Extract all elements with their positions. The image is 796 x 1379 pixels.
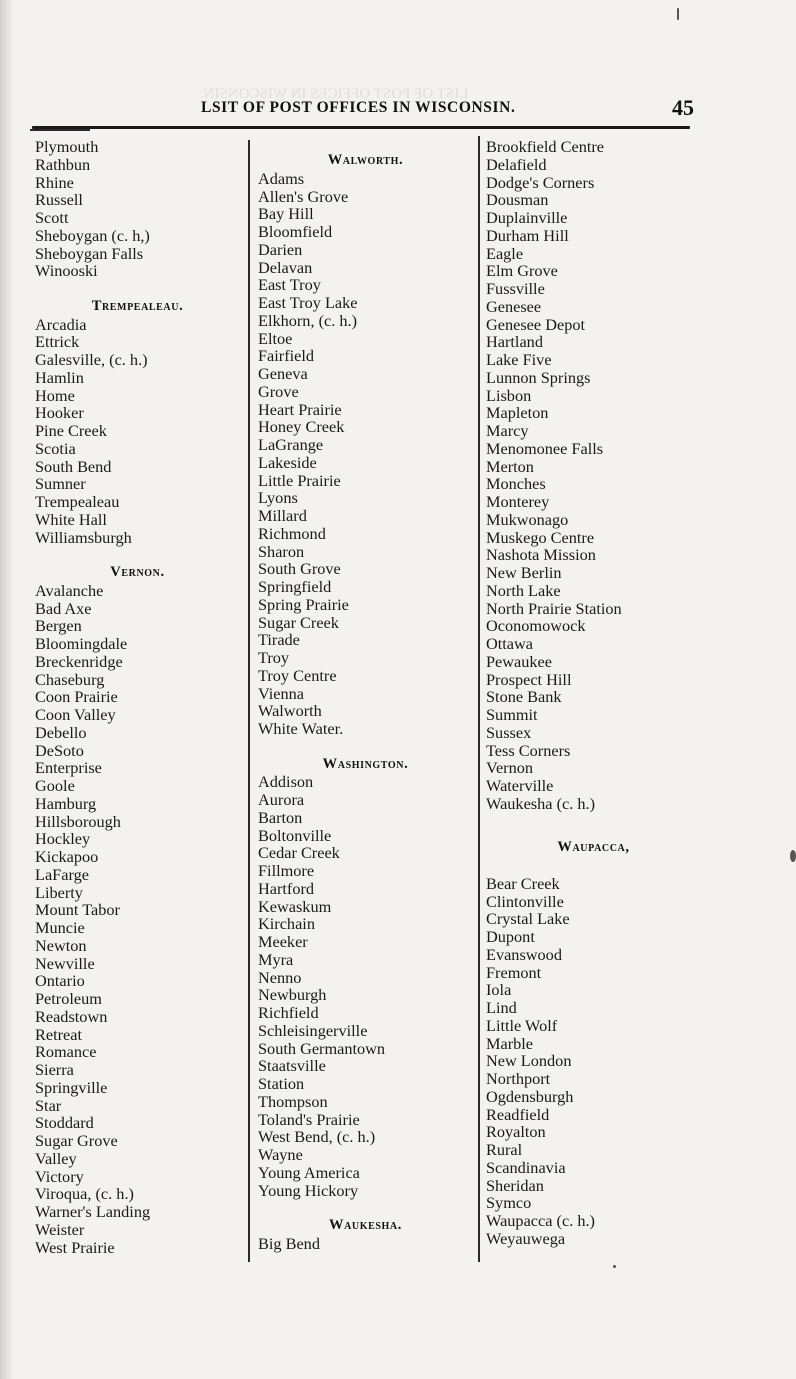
post-office: Mapleton: [486, 403, 549, 423]
post-office: South Grove: [258, 559, 341, 579]
post-office: Bay Hill: [258, 204, 314, 224]
post-office: Victory: [35, 1166, 84, 1186]
post-office: Young America: [258, 1162, 360, 1182]
spacer: [35, 546, 240, 564]
continued-list: [35, 138, 240, 280]
post-office: Newton: [35, 935, 87, 955]
post-office: Petroleum: [35, 989, 102, 1008]
running-head: [0, 97, 796, 121]
post-office: Trempealeau: [35, 492, 120, 511]
post-office: Delavan: [258, 257, 313, 277]
post-office: Fillmore: [258, 861, 315, 880]
post-office: Marble: [486, 1033, 534, 1053]
post-office: LaFarge: [35, 864, 89, 884]
post-office: Enterprise: [35, 758, 102, 778]
post-office: Rhine: [35, 172, 74, 192]
post-office: New London: [486, 1051, 572, 1071]
post-office: Hartland: [486, 332, 543, 352]
post-office: Little Prairie: [258, 470, 341, 490]
post-office: Waukesha (c. h.): [486, 793, 595, 813]
post-office: Hillsborough: [35, 811, 121, 831]
post-office: Pewaukee: [486, 651, 552, 671]
post-office: Elm Grove: [486, 261, 558, 281]
county-section-trempealeau: [35, 298, 240, 547]
post-office: Valley: [35, 1148, 77, 1168]
post-office: Royalton: [486, 1122, 546, 1142]
post-office: South Bend: [35, 456, 112, 476]
post-office: Troy Centre: [258, 665, 337, 685]
county-section-vernon: [35, 564, 240, 1256]
post-office: Stoddard: [35, 1113, 94, 1133]
county-section-washington: [258, 756, 473, 1200]
post-office: Hamlin: [35, 367, 84, 387]
post-office: West Prairie: [35, 1237, 115, 1257]
post-office: Myra: [258, 949, 294, 969]
post-office: Hamburg: [35, 793, 97, 813]
post-office: Schleisingerville: [258, 1020, 368, 1040]
post-office: Merton: [486, 456, 534, 476]
post-office: West Bend, (c. h.): [258, 1127, 376, 1147]
post-office: Millard: [258, 506, 307, 525]
post-office: Iola: [486, 980, 512, 1000]
post-office: Duplainville: [486, 208, 568, 227]
post-office: Eltoe: [258, 328, 293, 348]
post-office: Coon Valley: [35, 705, 116, 724]
post-office: Station: [258, 1074, 305, 1093]
column-divider-left: [248, 140, 250, 1262]
post-office: Plymouth: [35, 137, 99, 156]
county-section-waupacca: [486, 839, 701, 1247]
post-office: Monterey: [486, 492, 550, 511]
post-office: Marcy: [486, 421, 529, 440]
post-office: Kickapoo: [35, 847, 99, 866]
post-office: Tess Corners: [486, 740, 571, 760]
post-office: East Troy Lake: [258, 293, 358, 312]
post-office: Lisbon: [486, 385, 532, 405]
post-office: Addison: [258, 772, 314, 792]
post-office: Oconomowock: [486, 616, 586, 636]
post-office: Russell: [35, 190, 83, 210]
post-office: North Lake: [486, 580, 561, 600]
page-number: 45: [672, 95, 694, 120]
post-office: Troy: [258, 648, 290, 667]
post-office: Spring Prairie: [258, 594, 349, 614]
post-office: Debello: [35, 722, 87, 742]
post-office: Avalanche: [35, 580, 104, 600]
spacer: [486, 830, 701, 839]
post-office: Aurora: [258, 790, 305, 809]
post-office: Heart Prairie: [258, 399, 342, 419]
post-office: Rural: [486, 1140, 523, 1159]
column-divider-right: [478, 136, 480, 1262]
post-office: Bad Axe: [35, 598, 92, 618]
post-office: Readfield: [486, 1104, 550, 1124]
post-office: Romance: [35, 1042, 97, 1062]
post-office: Sierra: [35, 1060, 74, 1079]
post-office: Allen's Grove: [258, 186, 349, 206]
post-office: Scott: [35, 208, 69, 227]
spacer: [486, 857, 701, 875]
post-office: Lakeside: [258, 452, 317, 472]
post-office: Vienna: [258, 683, 305, 703]
post-office: Arcadia: [35, 314, 87, 334]
post-office: Bloomfield: [258, 222, 333, 241]
post-office: Viroqua, (c. h.): [35, 1184, 134, 1204]
post-office: Scotia: [35, 438, 76, 458]
post-office: Ontario: [35, 971, 85, 991]
post-office: Staatsville: [258, 1056, 326, 1076]
post-office: Rathbun: [35, 154, 91, 174]
post-office: Eagle: [486, 243, 524, 263]
post-office: Honey Creek: [258, 417, 345, 437]
post-office: Muncie: [35, 918, 85, 937]
post-office: Sugar Creek: [258, 612, 339, 632]
column-right: [486, 138, 701, 1248]
post-office: Kewaskum: [258, 896, 332, 916]
post-office: Mount Tabor: [35, 900, 120, 920]
post-office: Symco: [486, 1193, 532, 1213]
post-office: Liberty: [35, 882, 83, 902]
post-office: Lind: [486, 998, 517, 1017]
post-office: Vernon: [486, 758, 534, 778]
post-office: Newburgh: [258, 985, 327, 1005]
county-heading: Walworth.: [327, 152, 404, 168]
post-office: Dousman: [486, 190, 549, 210]
post-office: Kirchain: [258, 914, 315, 934]
post-office: Fremont: [486, 962, 542, 982]
post-office: Richfield: [258, 1003, 319, 1022]
post-office: North Prairie Station: [486, 598, 622, 618]
continued-list-waukesha: [486, 138, 701, 813]
post-office: Winooski: [35, 261, 98, 281]
post-office: Dodge's Corners: [486, 172, 595, 192]
post-office: Ogdensburgh: [486, 1086, 574, 1106]
post-office: Lyons: [258, 488, 298, 508]
spacer: [258, 1199, 473, 1217]
post-office: Big Bend: [258, 1233, 320, 1253]
post-office: Meeker: [258, 932, 308, 951]
post-office: Delafield: [486, 154, 547, 174]
post-office: Sheridan: [486, 1175, 544, 1195]
post-office: Adams: [258, 168, 305, 188]
post-office: Williamsburgh: [35, 527, 132, 547]
post-office: Thompson: [258, 1091, 328, 1111]
county-section-walworth: [258, 152, 473, 738]
paper-speck: [790, 850, 796, 862]
post-office: Pine Creek: [35, 421, 107, 440]
post-office: Crystal Lake: [486, 909, 570, 929]
county-heading: Trempealeau.: [91, 297, 184, 314]
post-office: Newville: [35, 953, 95, 973]
post-office: Summit: [486, 705, 538, 724]
post-office: Richmond: [258, 523, 326, 543]
post-office: Nashota Mission: [486, 545, 596, 565]
post-office: East Troy: [258, 275, 321, 295]
post-office: Toland's Prairie: [258, 1109, 360, 1129]
post-office: LaGrange: [258, 435, 324, 454]
column-left: [35, 138, 240, 1256]
post-office: Springville: [35, 1077, 108, 1097]
bleed-through-text: LIST OF POST OFFICES IN WISCONSIN.: [200, 86, 469, 102]
post-office: Weyauwega: [486, 1228, 566, 1248]
county-heading: Vernon.: [110, 564, 165, 580]
spacer: [35, 280, 240, 298]
post-office: Springfield: [258, 577, 332, 596]
post-office: Boltonville: [258, 825, 332, 845]
post-office: Evanswood: [486, 944, 562, 964]
post-office: Waterville: [486, 776, 554, 795]
post-office: South Germantown: [258, 1038, 386, 1058]
post-office: Wayne: [258, 1145, 303, 1164]
post-office: Lunnon Springs: [486, 367, 591, 387]
post-office: Prospect Hill: [486, 669, 572, 689]
post-office: New Berlin: [486, 563, 562, 582]
post-office: Fussville: [486, 279, 545, 298]
post-office: Star: [35, 1095, 62, 1115]
post-office: White Water.: [258, 719, 344, 738]
post-office: Geneva: [258, 364, 308, 383]
post-office: Monches: [486, 474, 546, 494]
post-office: Barton: [258, 807, 303, 827]
paper-speck: [677, 8, 679, 20]
post-office: Walworth: [258, 701, 322, 721]
post-office: Little Wolf: [486, 1015, 558, 1035]
page-gutter-shadow: [0, 0, 14, 1379]
post-office: Waupacca (c. h.): [486, 1211, 595, 1230]
header-rule: [32, 126, 690, 129]
county-heading: Waupacca,: [557, 839, 630, 856]
post-office: Sheboygan (c. h,): [35, 225, 150, 245]
post-office: Breckenridge: [35, 651, 123, 671]
post-office: Bloomingdale: [35, 634, 128, 653]
post-office: Clintonville: [486, 891, 564, 911]
post-office: Galesville, (c. h.): [35, 350, 148, 369]
post-office: Elkhorn, (c. h.): [258, 310, 358, 330]
county-heading: Waukesha.: [329, 1217, 402, 1233]
post-office: Ottawa: [486, 634, 534, 653]
spacer: [486, 813, 701, 831]
post-office: DeSoto: [35, 740, 84, 760]
post-office: Tirade: [258, 630, 300, 650]
post-office: Northport: [486, 1069, 551, 1088]
post-office: Ettrick: [35, 332, 80, 352]
post-office: Retreat: [35, 1024, 83, 1044]
post-office: Sussex: [486, 722, 532, 742]
post-office: Brookfield Centre: [486, 137, 605, 156]
post-office: Stone Bank: [486, 687, 562, 707]
post-office: Mukwonago: [486, 509, 569, 529]
page-title: LSIT OF POST OFFICES IN WISCONSIN.: [201, 99, 516, 116]
post-office: Goole: [35, 776, 75, 795]
post-office: Sugar Grove: [35, 1131, 118, 1150]
post-office: Weister: [35, 1219, 85, 1239]
post-office: Coon Prairie: [35, 687, 118, 707]
post-office: Bear Creek: [486, 873, 560, 893]
post-office: Chaseburg: [35, 669, 105, 689]
post-office: Grove: [258, 381, 299, 401]
post-office: Cedar Creek: [258, 843, 340, 863]
post-office: Sumner: [35, 474, 86, 494]
post-office: Bergen: [35, 616, 82, 636]
post-office: Hartford: [258, 878, 315, 898]
paper-speck: [613, 1265, 616, 1268]
post-office: Warner's Landing: [35, 1202, 151, 1221]
post-office: Dupont: [486, 927, 535, 946]
post-office: Genesee: [486, 296, 542, 316]
post-office: Fairfield: [258, 346, 315, 366]
column-middle: [258, 152, 473, 1253]
post-office: Lake Five: [486, 350, 552, 369]
county-heading: Washington.: [322, 755, 409, 772]
header-rule-taper: [30, 129, 90, 131]
county-section-waukesha: [258, 1217, 473, 1253]
post-office: Young Hickory: [258, 1180, 359, 1200]
post-office: Hockley: [35, 829, 91, 849]
post-office: Nenno: [258, 967, 302, 987]
post-office: Hooker: [35, 403, 84, 423]
post-office: Durham Hill: [486, 225, 569, 245]
post-office: Readstown: [35, 1006, 108, 1026]
post-office: Menomonee Falls: [486, 438, 604, 458]
post-office: White Hall: [35, 509, 107, 529]
post-office: Genesee Depot: [486, 314, 585, 334]
post-office: Scandinavia: [486, 1157, 566, 1177]
post-office: Muskego Centre: [486, 527, 595, 547]
post-office: Home: [35, 385, 75, 405]
post-office: Sheboygan Falls: [35, 243, 144, 263]
post-office: Darien: [258, 239, 303, 259]
post-office: Sharon: [258, 541, 305, 561]
spacer: [258, 738, 473, 756]
